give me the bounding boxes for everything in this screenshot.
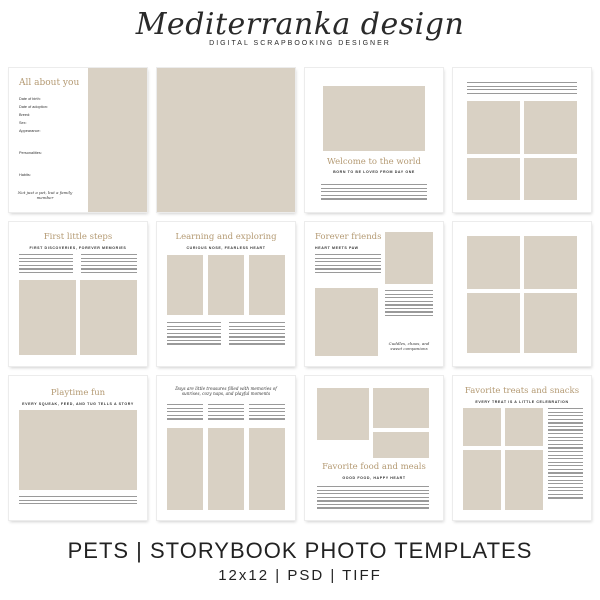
page-quote: Days are little treasures filled with memories of sunrises, cozy naps, and playful moments <box>175 386 277 396</box>
journal-text <box>321 184 427 202</box>
photo-placeholder <box>167 255 203 315</box>
field-label: Sex: <box>19 121 27 125</box>
page-title: Learning and exploring <box>175 232 277 242</box>
photo-placeholder <box>524 236 577 289</box>
journal-text <box>249 404 285 422</box>
photo-placeholder <box>249 255 285 315</box>
journal-text <box>81 254 137 275</box>
page-title: Forever friends <box>315 232 382 242</box>
photo-placeholder <box>157 68 295 212</box>
field-label: Date of birth: <box>19 97 41 101</box>
journal-text <box>317 486 429 511</box>
page-forever-friends <box>305 222 443 366</box>
page-title: First little steps <box>43 232 113 242</box>
footer-title: PETS | STORYBOOK PHOTO TEMPLATES <box>67 538 533 563</box>
page-playtime <box>9 376 147 520</box>
brand-tagline: DIGITAL SCRAPBOOKING DESIGNER <box>209 40 391 47</box>
page-title: Favorite treats and snacks <box>464 386 580 396</box>
page-subtitle: EVERY TREAT IS A LITTLE CELEBRATION <box>475 400 569 404</box>
page-food-meals <box>305 376 443 520</box>
page-title: All about you <box>19 78 80 88</box>
journal-text <box>19 254 73 275</box>
journal-text <box>208 404 244 422</box>
journal-text <box>548 408 583 501</box>
photo-placeholder <box>524 158 577 200</box>
page-tiny-treasures <box>157 376 295 520</box>
photo-placeholder <box>467 293 520 353</box>
field-label: Personalities: <box>19 151 42 155</box>
page-welcome <box>305 68 443 212</box>
photo-placeholder <box>88 68 147 212</box>
photo-placeholder <box>167 428 203 510</box>
photo-placeholder <box>208 255 244 315</box>
photo-placeholder <box>208 428 244 510</box>
page-quote: Not just a pet, but a family member <box>17 190 73 200</box>
page-four-photos <box>453 222 591 366</box>
page-title: Favorite food and meals <box>322 462 426 472</box>
journal-text <box>19 496 137 507</box>
page-subtitle: GOOD FOOD, HAPPY HEART <box>342 476 406 480</box>
photo-placeholder <box>80 280 137 355</box>
photo-placeholder <box>249 428 285 510</box>
page-subtitle: BORN TO BE LOVED FROM DAY ONE <box>333 170 415 174</box>
page-subtitle: EVERY SQUEAK, FEED, AND TUG TELLS A STORY <box>22 402 134 406</box>
template-grid <box>9 68 591 520</box>
journal-text <box>167 404 203 422</box>
page-learning <box>157 222 295 366</box>
page-subtitle: FIRST DISCOVERIES, FOREVER MEMORIES <box>29 246 127 250</box>
photo-placeholder <box>19 410 137 490</box>
footer-spec: 12x12 | PSD | TIFF <box>218 567 382 584</box>
journal-text <box>229 322 285 347</box>
journal-text <box>467 82 577 96</box>
photo-placeholder <box>315 288 378 356</box>
photo-placeholder <box>467 236 520 289</box>
page-all-about-you-left <box>9 68 147 212</box>
field-label: Appearance: <box>19 129 41 133</box>
field-label: Breed: <box>19 113 31 117</box>
photo-placeholder <box>19 280 76 355</box>
page-title: Playtime fun <box>50 388 106 398</box>
journal-text <box>385 290 433 319</box>
photo-placeholder <box>463 450 501 510</box>
journal-text <box>167 322 221 347</box>
page-subtitle: HEART MEETS PAW <box>315 246 359 250</box>
page-treats-snacks <box>453 376 591 520</box>
journal-text <box>315 254 381 275</box>
page-full-photo <box>157 68 295 212</box>
photo-placeholder <box>505 450 543 510</box>
photo-placeholder <box>505 408 543 446</box>
photo-placeholder <box>467 101 520 154</box>
brand-script: Mediterranka design <box>135 7 465 42</box>
field-label: Date of adoption: <box>19 105 48 109</box>
page-quote: Cuddles, chaos, and sweet companions <box>388 341 430 351</box>
brand-logo <box>0 8 600 47</box>
photo-placeholder <box>323 86 425 151</box>
photo-placeholder <box>317 388 369 440</box>
photo-placeholder <box>463 408 501 446</box>
page-first-steps <box>9 222 147 366</box>
page-photo-grid <box>453 68 591 212</box>
photo-placeholder <box>385 232 433 284</box>
photo-placeholder <box>467 158 520 200</box>
photo-placeholder <box>524 101 577 154</box>
photo-placeholder <box>373 432 429 458</box>
field-label: Habits: <box>19 173 31 177</box>
page-subtitle: CURIOUS NOSE, FEARLESS HEART <box>186 246 266 250</box>
page-title: Welcome to the world <box>327 157 421 167</box>
photo-placeholder <box>524 293 577 353</box>
photo-placeholder <box>373 388 429 428</box>
